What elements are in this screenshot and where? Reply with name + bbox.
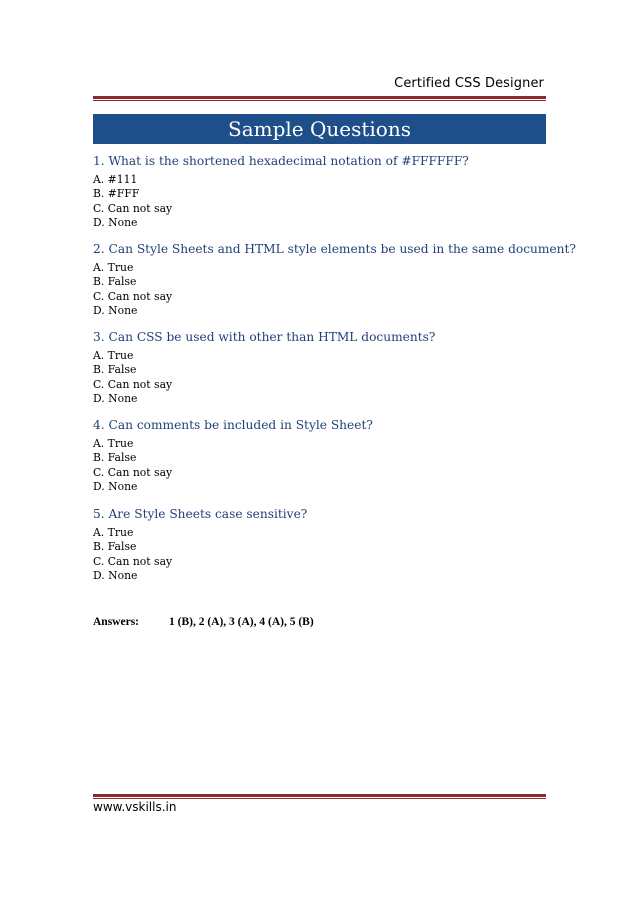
answer-option: A. True (93, 526, 134, 539)
footer-divider (93, 794, 546, 799)
answer-option: B. False (93, 540, 137, 554)
answer-option: A. True (93, 261, 134, 274)
answer-key-label: Answers: (93, 616, 139, 628)
answer-option: C. Can not say (93, 465, 173, 479)
document-header-title: Certified CSS Designer (394, 76, 544, 91)
question-1 (93, 153, 553, 230)
header-divider (93, 96, 546, 101)
answer-option: C. Can not say (93, 289, 173, 303)
answer-option: C. Can not say (93, 201, 173, 215)
answer-option: D. None (93, 215, 138, 229)
answer-option: B. False (93, 363, 137, 377)
footer-url: www.vskills.in (93, 800, 177, 814)
answer-option: B. #FFF (93, 187, 140, 201)
answer-option: D. None (93, 479, 138, 493)
answer-key-value: 1 (B), 2 (A), 3 (A), 4 (A), 5 (B) (169, 616, 314, 628)
question-5 (93, 506, 553, 583)
answer-option: D. None (93, 568, 138, 582)
answer-option: A. True (93, 349, 134, 362)
answer-option: B. False (93, 451, 137, 465)
answer-option: A. #111 (93, 173, 138, 186)
answer-option: D. None (93, 303, 138, 317)
section-banner: Sample Questions (93, 114, 546, 144)
question-2 (93, 241, 576, 318)
question-text: 1. What is the shortened hexadecimal notation of #FFFFFF? (93, 154, 469, 168)
answer-option: D. None (93, 391, 138, 405)
answer-key (93, 616, 314, 628)
question-text: 2. Can Style Sheets and HTML style elements be used in the same document? (93, 242, 576, 256)
answer-option: C. Can not say (93, 554, 173, 568)
answer-option: B. False (93, 275, 137, 289)
question-4 (93, 417, 553, 494)
question-3 (93, 329, 553, 406)
question-text: 3. Can CSS be used with other than HTML documents? (93, 330, 436, 344)
answer-option: C. Can not say (93, 377, 173, 391)
answer-option: A. True (93, 437, 134, 450)
question-text: 5. Are Style Sheets case sensitive? (93, 507, 308, 521)
question-text: 4. Can comments be included in Style Sheet? (93, 418, 373, 432)
